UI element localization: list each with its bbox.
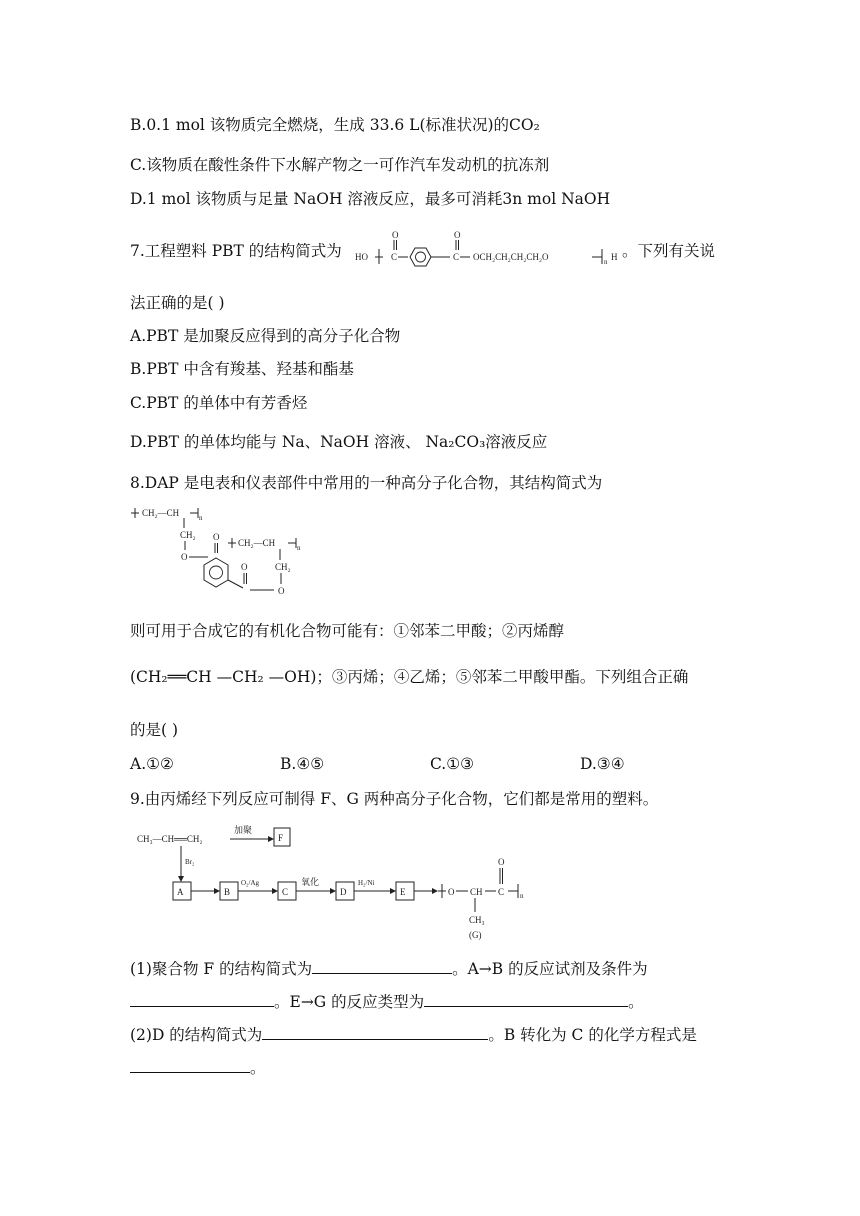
q9-addpoly-label: 加聚 [234, 825, 253, 835]
q6-option-c: C.该物质在酸性条件下水解产物之一可作汽车发动机的抗冻剂 [130, 156, 550, 174]
q9-answer-blank-d[interactable] [262, 1023, 488, 1040]
q9-br2: Br₂ [185, 858, 195, 866]
q9-f: F [278, 833, 284, 843]
q9-g-c: C [498, 887, 505, 897]
q9-part2-line2 [130, 1056, 266, 1079]
q9-part1-text-b: 。A→B 的反应试剂及条件为 [452, 960, 648, 978]
q8-line-2: 则可用于合成它的有机化合物可能有：①邻苯二甲酸；②丙烯醇 [130, 622, 565, 640]
q9-answer-blank-equation[interactable] [130, 1056, 250, 1073]
q8-benzene-ring [204, 558, 228, 587]
q6-option-d: D.1 mol 该物质与足量 NaOH 溶液反应，最多可消耗3n mol NaOH [130, 190, 611, 208]
q9-e: E [400, 887, 406, 897]
q9-part2-text-b: 。B 转化为 C 的化学方程式是 [488, 1026, 697, 1044]
q9-a: A [177, 887, 184, 897]
q8-right-chain: CH₂—CH [238, 538, 276, 548]
q8-options [130, 753, 730, 775]
q9-propene: CH₃—CH══CH₂ [137, 834, 203, 844]
q8-line-4: 的是( ) [130, 721, 179, 739]
q8-right-ch2: CH₂ [275, 562, 291, 572]
q9-g-o: O [448, 887, 455, 897]
q9-part1-text-d: 。 [628, 993, 644, 1011]
q8-carbonyl-o-1: O [213, 532, 220, 542]
q7-benzene-ring [410, 248, 431, 266]
q7-carbonyl-c-left: C [391, 252, 398, 262]
q9-part2-line1 [130, 1023, 697, 1046]
q9-g-top-o: O [498, 857, 505, 867]
q7-stem-end: 。下列有关说 [622, 242, 716, 260]
q9-answer-blank-reaction-type[interactable] [424, 990, 628, 1007]
q8-option-d: D.③④ [580, 755, 625, 773]
q8-option-b: B.④⑤ [280, 755, 325, 773]
q7-carbonyl-o-left: O [392, 230, 399, 240]
q7-formula-ho: HO [355, 252, 368, 262]
q7-option-c: C.PBT 的单体中有芳香烃 [130, 394, 308, 412]
q9-part1-text-c: 。E→G 的反应类型为 [274, 993, 425, 1011]
q8-left-o: O [181, 552, 188, 562]
q9-part1-text-a: (1)聚合物 F 的结构简式为 [130, 960, 313, 978]
q8-dap-structure [128, 498, 318, 610]
q9-g-ch: CH [470, 887, 483, 897]
q9-part1-line1 [130, 957, 648, 980]
q9-g-right-bracket [508, 884, 518, 898]
q7-option-d: D.PBT 的单体均能与 Na、NaOH 溶液、 Na₂CO₃溶液反应 [130, 433, 548, 451]
q9-c: C [282, 887, 289, 897]
q7-pbt-formula [352, 224, 627, 274]
q8-stem: 8.DAP 是电表和仪表部件中常用的一种高分子化合物，其结构简式为 [130, 474, 603, 492]
q8-option-c: C.①③ [430, 755, 475, 773]
q9-oxidation: 氧化 [301, 877, 320, 887]
q8-left-ch2: CH₂ [180, 530, 196, 540]
q8-carbonyl-o-2: O [241, 562, 248, 572]
q7-formula-chain: OCH₂CH₂CH₂CH₂O [473, 252, 549, 262]
q8-top-n: n [199, 514, 203, 522]
q8-right-o: O [278, 586, 285, 596]
q7-carbonyl-o-right: O [454, 230, 461, 240]
q9-g-ch3: CH₃ [469, 915, 485, 925]
q9-g-left-bracket [438, 884, 446, 898]
q7-formula-n: n [604, 258, 608, 266]
q7-option-b: B.PBT 中含有羧基、羟基和酯基 [130, 360, 354, 378]
q7-carbonyl-c-right: C [453, 252, 460, 262]
q9-g-label: (G) [469, 930, 482, 940]
q9-h2ni: H₂/Ni [358, 879, 375, 887]
q9-b: B [224, 887, 231, 897]
q7-left-bracket [375, 249, 383, 264]
q7-formula-h: H [611, 252, 618, 262]
q6-option-b: B.0.1 mol 该物质完全燃烧，生成 33.6 L(标准状况)的CO₂ [130, 116, 540, 134]
q7-stem-start: 7.工程塑料 PBT 的结构简式为 [130, 242, 342, 260]
q9-reaction-scheme [134, 818, 554, 944]
q8-right-n: n [297, 544, 301, 552]
q9-d: D [340, 887, 347, 897]
q9-stem: 9.由丙烯经下列反应可制得 F、G 两种高分子化合物，它们都是常用的塑料。 [130, 790, 659, 808]
q7-right-bracket [592, 249, 602, 264]
q9-part2-text-a: (2)D 的结构简式为 [130, 1026, 263, 1044]
q9-answer-blank-f[interactable] [312, 957, 452, 974]
q9-part1-line2 [130, 990, 644, 1013]
q9-part2-text-c: 。 [250, 1059, 266, 1077]
q8-top-chain: CH₂—CH [142, 508, 180, 518]
q8-line-3: (CH₂══CH —CH₂ —OH)；③丙烯；④乙烯；⑤邻苯二甲酸甲酯。下列组合正确 [130, 668, 689, 686]
q9-o2ag: O₂/Ag [241, 879, 259, 887]
q7-stem-cont: 法正确的是( ) [130, 294, 225, 312]
q8-option-a: A.①② [130, 755, 174, 773]
q7-option-a: A.PBT 是加聚反应得到的高分子化合物 [130, 327, 401, 345]
q9-answer-blank-reagent[interactable] [130, 990, 274, 1007]
q9-g-n: n [520, 892, 524, 900]
